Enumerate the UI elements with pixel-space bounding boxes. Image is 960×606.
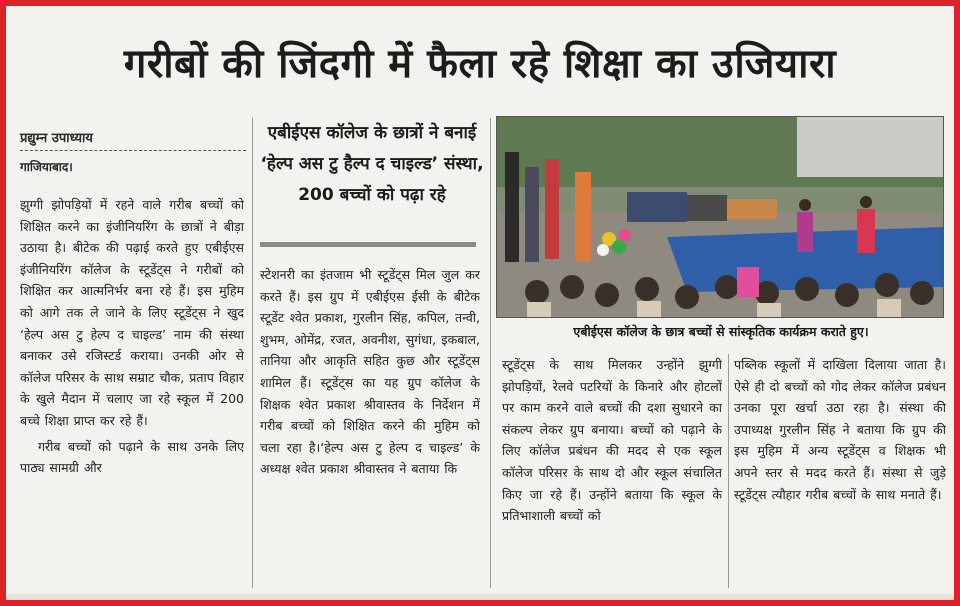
column-divider-1: [252, 118, 253, 588]
event-photo: [496, 116, 944, 318]
bottom-edge: [6, 594, 954, 600]
column-1-paragraph-1: झुग्गी झोपड़ियों में रहने वाले गरीब बच्चों को शिक्षित करने का इंजीनियरिंग के छात्रों ने बीड़ा उठाया है। बीटेक की पढ़ाई करते हुए एबीईएस इंजीनियरिंग कॉलेज के स्टूडेंट्स ने गरीबों को शिक्षित कर आत्मनिर्भर बना रहे हैं। इस मुहिम को आगे तक ले जाने के लिए स्टूडेंट्स ने खुद ‘हेल्प अस टु हेल्प द चाइल्ड’ नाम की संस्था बनाकर उसे रजिस्टर्ड कराया। उनकी ओर से कॉलेज परिसर के साथ सम्राट चौक, प्रताप विहार के खुले मैदान में चलाए जा रहे स्कूल में 200 बच्चे शिक्षा प्राप्त कर रहे हैं।: [20, 197, 244, 428]
article-column-1: [20, 194, 244, 594]
column-1-paragraph-2: गरीब बच्चों को पढ़ाने के साथ उनके लिए पाठ्य सामग्री और: [20, 438, 244, 476]
article-column-4: पब्लिक स्कूलों में दाखिला दिलाया जाता है। ऐसे ही दो बच्चों को गोद लेकर कॉलेज प्रबंधन उनका पूरा खर्चा उठा रहा है। संस्था की उपाध्यक्ष गुरलीन सिंह ने बताया कि ग्रुप की इस मुहिम में अन्य स्टूडेंट्स व शिक्षक भी अपने स्तर से मदद करते हैं। संस्था से जुड़े स्टूडेंट्स त्यौहार गरीब बच्चों के साथ मनाते हैं।: [734, 357, 946, 502]
column-divider-3: [728, 354, 729, 588]
newspaper-clipping: [6, 6, 954, 600]
article-column-2: स्टेशनरी का इंतजाम भी स्टूडेंट्स मिल जुल कर करते हैं। इस ग्रुप में एबीईएस ईसी के बीटेक स्टूडेंट श्वेत प्रकाश, गुरलीन सिंह, कपिल, तन्वी, शुभम, ओमेंद्र, रजत, अवनीश, सुगंधा, इकबाल, तानिया और आकृति सहित कुछ और स्टूडेंट्स शामिल हैं। स्टूडेंट्स का यह ग्रुप कॉलेज के शिक्षक श्वेत प्रकाश श्रीवास्तव के निर्देशन में गरीब बच्चों को शिक्षित करने की मुहिम को चला रहा है।‘हेल्प अस टु हेल्प द चाइल्ड’ के अध्यक्ष श्वेत प्रकाश श्रीवास्तव ने बताया कि: [260, 267, 480, 477]
dateline: गाजियाबाद।: [20, 160, 73, 174]
subheadline-underline: [260, 242, 476, 247]
byline-divider: [20, 150, 246, 151]
headline: गरीबों की जिंदगी में फैला रहे शिक्षा का उजियारा: [123, 41, 837, 87]
children-cultural-program-image: [497, 117, 943, 317]
photo-caption: एबीईएस कॉलेज के छात्र बच्चों से सांस्कृतिक कार्यक्रम कराते हुए।: [573, 324, 869, 339]
byline: प्रद्युम्न उपाध्याय: [20, 131, 93, 146]
subheadline: एबीईएस कॉलेज के छात्रों ने बनाई ‘हेल्प अस टु हैल्प द चाइल्ड’ संस्था, 200 बच्चों को पढ़ा रहे: [260, 123, 484, 205]
column-divider-2: [490, 118, 491, 588]
article-column-3: स्टूडेंट्स के साथ मिलकर उन्होंने झुग्गी झोपड़ियों, रेलवे पटरियों के किनारे और होटलों पर काम करने वाले बच्चों की दशा सुधारने का संकल्प लेकर ग्रुप बनाया। बच्चों को पढ़ाने के लिए कॉलेज प्रबंधन की मदद से एक स्कूल कॉलेज परिसर के साथ दो और स्कूल संचालित किए जा रहे हैं। उन्होंने बताया कि स्कूल के प्रतिभाशाली बच्चों को: [502, 357, 722, 524]
